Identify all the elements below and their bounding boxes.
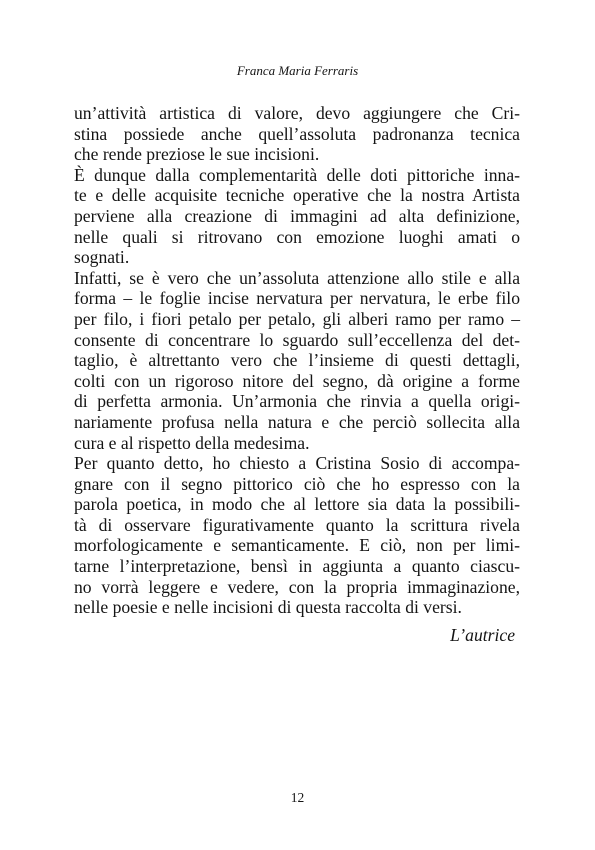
text-line: consente di concentrare lo sguardo sull’eccellenza del det- [74,329,520,350]
body-text [74,103,520,618]
text-line: un’attività artistica di valore, devo aggiungere che Cri- [74,103,520,123]
text-line: nelle poesie e nelle incisioni di questa raccolta di versi. [74,597,462,618]
text-line: Infatti, se è vero che un’assoluta attenzione allo stile e alla [74,267,520,288]
text-line: colti con un rigoroso nitore del segno, dà origine a forme [74,370,520,391]
text-line: sognati. [74,247,130,268]
text-line: stina possiede anche quell’assoluta padronanza tecnica [74,123,520,144]
text-line: no vorrà leggere e vedere, con la propria immaginazione, [74,576,520,597]
page-number: 12 [290,790,305,805]
text-line: È dunque dalla complementarità delle doti pittoriche inna- [74,164,520,185]
text-line: cura e al rispetto della medesima. [74,432,310,453]
text-line: nelle quali si ritrovano con emozione luoghi amati o [74,226,520,247]
text-line: nariamente profusa nella natura e che perciò sollecita alla [74,411,520,432]
text-line: gnare con il segno pittorico ciò che ho espresso con la [74,473,520,494]
text-line: per filo, i fiori petalo per petalo, gli alberi ramo per ramo – [74,308,520,329]
text-line: forma – le foglie incise nervatura per nervatura, le erbe filo [74,288,520,309]
text-line: taglio, è altrettanto vero che l’insieme di questi dettagli, [74,350,520,371]
text-line: morfologicamente e semanticamente. E ciò, non per limi- [74,535,520,556]
text-line: parola poetica, in modo che al lettore sia data la possibili- [74,494,520,515]
text-line: te e delle acquisite tecniche operative che la nostra Artista [74,185,520,206]
running-head: Franca Maria Ferraris [236,63,359,78]
signature: L’autrice [450,625,515,645]
text-line: di perfetta armonia. Un’armonia che rinvia a quella origi- [74,391,520,412]
text-line: tà di osservare figurativamente quanto la scrittura rivela [74,514,520,535]
text-line: tarne l’interpretazione, bensì in aggiunta a quanto ciascu- [74,556,520,577]
text-line: che rende preziose le sue incisioni. [74,144,320,165]
text-line: perviene alla creazione di immagini ad alta definizione, [74,205,520,226]
text-line: Per quanto detto, ho chiesto a Cristina Sosio di accompa- [74,453,520,474]
